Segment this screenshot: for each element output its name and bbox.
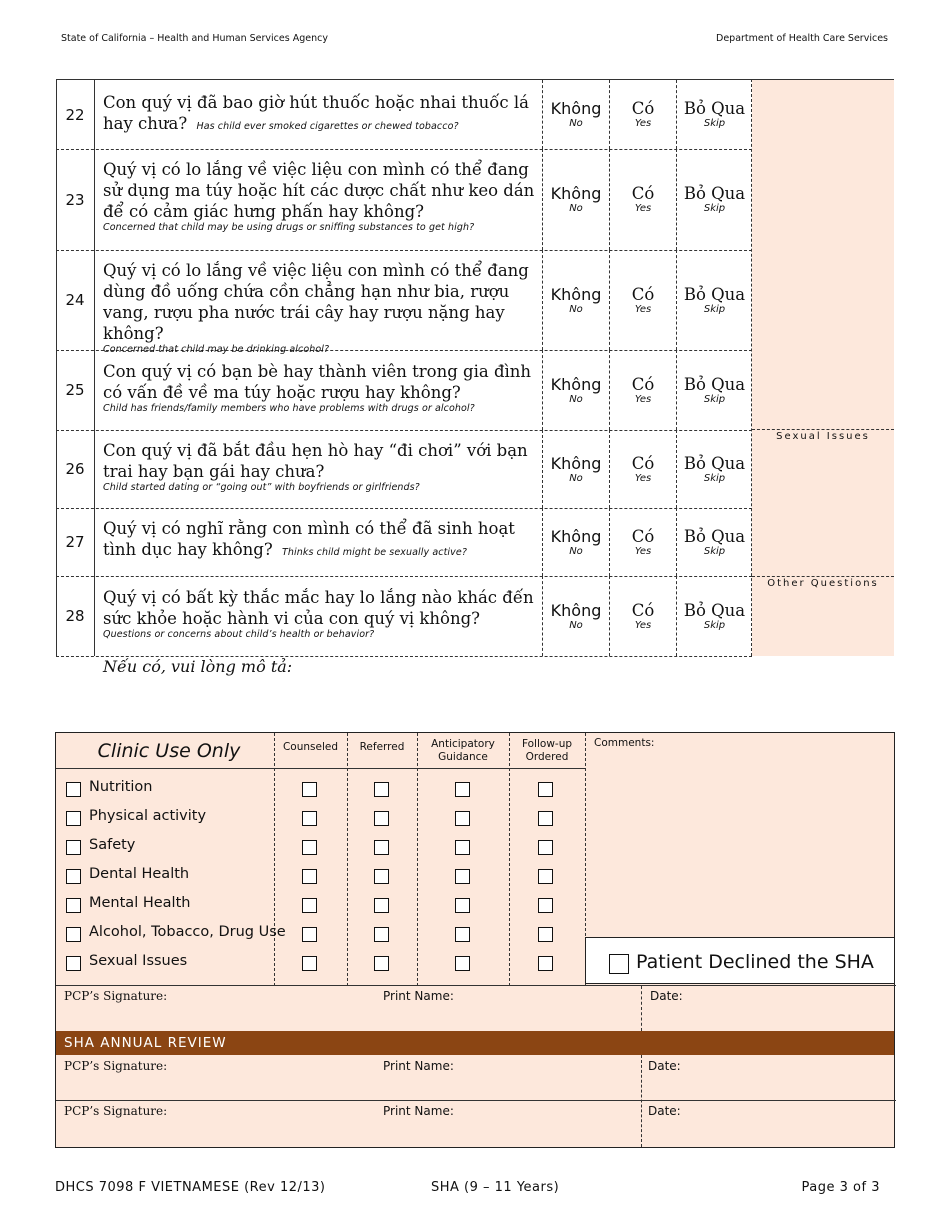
annual-review-title: SHA ANNUAL REVIEW bbox=[64, 1035, 227, 1051]
sig-rule bbox=[56, 985, 896, 986]
question-text-vi: Quý vị có bất kỳ thắc mắc hay lo lắng nào khác đến sức khỏe hoặc hành vi của con quý vị không? bbox=[103, 588, 534, 628]
question-row bbox=[56, 508, 752, 577]
answer-no[interactable] bbox=[542, 350, 609, 430]
answer-no[interactable] bbox=[542, 80, 609, 149]
question-row bbox=[56, 250, 752, 355]
answer-no[interactable] bbox=[542, 149, 609, 250]
pcp-signature-label: PCP’s Signature: bbox=[64, 1059, 168, 1073]
print-name-label: Print Name: bbox=[383, 989, 454, 1003]
question-row bbox=[56, 149, 752, 251]
declined-box bbox=[585, 937, 895, 984]
answer-yes[interactable] bbox=[609, 149, 676, 250]
question-number: 22 bbox=[56, 80, 95, 149]
question-text-en: Thinks child might be sexually active? bbox=[281, 547, 467, 558]
followup-checkbox[interactable] bbox=[538, 782, 553, 797]
declined-label: Patient Declined the SHA bbox=[636, 951, 874, 973]
answer-yes[interactable] bbox=[609, 250, 676, 350]
question-number: 23 bbox=[56, 149, 95, 250]
answer-no-en: No bbox=[569, 203, 583, 214]
sidebar-divider bbox=[752, 429, 894, 430]
counseled-checkbox[interactable] bbox=[302, 840, 317, 855]
answer-skip[interactable] bbox=[676, 80, 752, 149]
question-text bbox=[103, 587, 543, 641]
date-label: Date: bbox=[648, 1059, 681, 1073]
counseled-checkbox[interactable] bbox=[302, 927, 317, 942]
answer-yes-en: Yes bbox=[634, 619, 652, 631]
referred-checkbox[interactable] bbox=[374, 956, 389, 971]
form-title: SHA (9 – 11 Years) bbox=[431, 1180, 560, 1195]
pcp-signature-label: PCP’s Signature: bbox=[64, 1104, 168, 1118]
anticipatory-checkbox[interactable] bbox=[455, 898, 470, 913]
answer-skip-vi: Bỏ Qua bbox=[683, 374, 746, 394]
question-text-en: Child has friends/family members who have problems with drugs or alcohol? bbox=[103, 403, 475, 414]
answer-no[interactable] bbox=[542, 430, 609, 508]
topic-checkbox[interactable] bbox=[66, 898, 81, 913]
answer-no-en: No bbox=[569, 303, 583, 315]
answer-yes-en: Yes bbox=[634, 472, 652, 484]
question-text-en: Child started dating or “going out” with boyfriends or girlfriends? bbox=[103, 482, 420, 493]
topic-label: Alcohol, Tobacco, Drug Use bbox=[89, 924, 286, 940]
col-divider bbox=[509, 733, 510, 986]
answer-skip-vi: Bỏ Qua bbox=[683, 99, 746, 118]
question-text-vi: Quý vị có lo lắng về việc liệu con mình có thể đang dùng đồ uống chứa cồn chẳng hạn như bia, rượu vang, rượu pha nước trái cây hay rượu nặng hay không? bbox=[103, 261, 529, 343]
followup-checkbox[interactable] bbox=[538, 811, 553, 826]
answer-no-vi: Không bbox=[550, 526, 602, 546]
question-number: 28 bbox=[56, 576, 95, 656]
answer-yes-en: Yes bbox=[634, 203, 652, 214]
form-number: DHCS 7098 F VIETNAMESE (Rev 12/13) bbox=[55, 1180, 326, 1195]
anticipatory-checkbox[interactable] bbox=[455, 782, 470, 797]
date-label: Date: bbox=[648, 1104, 681, 1118]
answer-yes[interactable] bbox=[609, 576, 676, 656]
department-header: Department of Health Care Services bbox=[716, 33, 888, 44]
answer-yes[interactable] bbox=[609, 80, 676, 149]
question-row bbox=[56, 430, 752, 509]
answer-skip[interactable] bbox=[676, 430, 752, 508]
question-text bbox=[103, 440, 543, 494]
answer-yes-vi: Có bbox=[631, 600, 655, 620]
question-number: 27 bbox=[56, 508, 95, 576]
answer-yes-vi: Có bbox=[631, 526, 655, 546]
answer-skip-en: Skip bbox=[703, 393, 726, 405]
topic-checkbox[interactable] bbox=[66, 840, 81, 855]
topic-checkbox[interactable] bbox=[66, 927, 81, 942]
col-divider bbox=[347, 733, 348, 986]
answer-no-vi: Không bbox=[550, 184, 602, 203]
answer-skip-vi: Bỏ Qua bbox=[683, 184, 746, 203]
question-row bbox=[56, 350, 752, 431]
answer-skip[interactable] bbox=[676, 576, 752, 656]
referred-checkbox[interactable] bbox=[374, 811, 389, 826]
clinic-use-box bbox=[55, 732, 895, 1148]
followup-checkbox[interactable] bbox=[538, 840, 553, 855]
answer-no[interactable] bbox=[542, 508, 609, 576]
annual-review-banner bbox=[56, 1031, 894, 1055]
topic-label: Nutrition bbox=[89, 779, 153, 795]
question-text-vi: Con quý vị đã bao giờ hút thuốc hoặc nhai thuốc lá hay chưa? bbox=[103, 93, 529, 133]
referred-checkbox[interactable] bbox=[374, 782, 389, 797]
anticipatory-checkbox[interactable] bbox=[455, 811, 470, 826]
question-row bbox=[56, 576, 752, 657]
followup-checkbox[interactable] bbox=[538, 956, 553, 971]
anticipatory-checkbox[interactable] bbox=[455, 869, 470, 884]
answer-no[interactable] bbox=[542, 576, 609, 656]
answer-no-en: No bbox=[569, 472, 583, 484]
comments-label: Comments: bbox=[594, 737, 655, 749]
referred-checkbox[interactable] bbox=[374, 869, 389, 884]
agency-header: State of California – Health and Human Services Agency bbox=[61, 33, 328, 44]
section-label-sexual-issues: Sexual Issues bbox=[776, 431, 870, 442]
question-text bbox=[103, 159, 543, 234]
referred-checkbox[interactable] bbox=[374, 840, 389, 855]
print-name-label: Print Name: bbox=[383, 1059, 454, 1073]
anticipatory-checkbox[interactable] bbox=[455, 840, 470, 855]
question-text-en: Questions or concerns about child’s health or behavior? bbox=[103, 629, 375, 640]
answer-no-en: No bbox=[569, 619, 583, 631]
answer-yes[interactable] bbox=[609, 350, 676, 430]
question-text-en: Has child ever smoked cigarettes or chewed tobacco? bbox=[196, 121, 459, 132]
counseled-checkbox[interactable] bbox=[302, 956, 317, 971]
counseled-checkbox[interactable] bbox=[302, 782, 317, 797]
col-counseled: Counseled bbox=[282, 741, 339, 753]
referred-checkbox[interactable] bbox=[374, 898, 389, 913]
print-name-label: Print Name: bbox=[383, 1104, 454, 1118]
answer-no-vi: Không bbox=[550, 284, 602, 304]
col-followup-ordered: Follow-up Ordered bbox=[521, 738, 573, 763]
counseled-checkbox[interactable] bbox=[302, 811, 317, 826]
answer-yes-vi: Có bbox=[631, 284, 655, 304]
answer-skip-vi: Bỏ Qua bbox=[683, 526, 746, 546]
topic-label: Sexual Issues bbox=[89, 953, 188, 969]
counseled-checkbox[interactable] bbox=[302, 869, 317, 884]
date-divider bbox=[641, 986, 642, 1031]
answer-no-en: No bbox=[569, 118, 583, 129]
topic-label: Physical activity bbox=[89, 808, 207, 824]
date-divider bbox=[641, 1055, 642, 1147]
answer-yes-en: Yes bbox=[634, 118, 652, 129]
question-row bbox=[56, 80, 752, 150]
answer-no-en: No bbox=[569, 393, 583, 405]
followup-checkbox[interactable] bbox=[538, 927, 553, 942]
declined-checkbox[interactable] bbox=[609, 954, 629, 974]
section-sidebar bbox=[752, 80, 894, 656]
answer-yes-en: Yes bbox=[634, 393, 652, 405]
question-text-vi: Quý vị có lo lắng về việc liệu con mình có thể đang sử dụng ma túy hoặc hít các dược chất như keo dán để có cảm giác hưng phấn hay không? bbox=[103, 160, 535, 221]
anticipatory-checkbox[interactable] bbox=[455, 956, 470, 971]
answer-skip[interactable] bbox=[676, 149, 752, 250]
answer-skip[interactable] bbox=[676, 250, 752, 350]
question-text-en: Concerned that child may be using drugs or sniffing substances to get high? bbox=[103, 222, 475, 233]
referred-checkbox[interactable] bbox=[374, 927, 389, 942]
answer-yes-vi: Có bbox=[631, 374, 655, 394]
col-divider bbox=[274, 733, 275, 986]
anticipatory-checkbox[interactable] bbox=[455, 927, 470, 942]
answer-skip-en: Skip bbox=[703, 118, 726, 129]
answer-skip-vi: Bỏ Qua bbox=[683, 453, 746, 473]
header-rule bbox=[56, 768, 585, 769]
question-number: 25 bbox=[56, 350, 95, 430]
question-number: 24 bbox=[56, 250, 95, 350]
sidebar-divider bbox=[752, 576, 894, 577]
col-referred: Referred bbox=[359, 741, 405, 753]
answer-skip-en: Skip bbox=[703, 303, 726, 315]
question-text bbox=[103, 92, 543, 137]
answer-skip-vi: Bỏ Qua bbox=[683, 284, 746, 304]
clinic-title: Clinic Use Only bbox=[97, 740, 241, 762]
answer-no-en: No bbox=[569, 545, 583, 557]
date-label: Date: bbox=[650, 989, 683, 1003]
question-number: 26 bbox=[56, 430, 95, 508]
answer-no-vi: Không bbox=[550, 99, 602, 118]
answer-yes-vi: Có bbox=[631, 184, 655, 203]
answer-skip-en: Skip bbox=[703, 472, 726, 484]
answer-yes-en: Yes bbox=[634, 545, 652, 557]
topic-label: Dental Health bbox=[89, 866, 190, 882]
question-text-vi: Con quý vị đã bắt đầu hẹn hò hay “đi chơi” với bạn trai hay bạn gái hay chưa? bbox=[103, 441, 528, 481]
answer-yes-en: Yes bbox=[634, 303, 652, 315]
question-table bbox=[56, 79, 894, 656]
answer-skip-vi: Bỏ Qua bbox=[683, 600, 746, 620]
question-text-vi: Quý vị có nghĩ rằng con mình có thể đã sinh hoạt tình dục hay không? bbox=[103, 519, 515, 559]
followup-checkbox[interactable] bbox=[538, 898, 553, 913]
topic-label: Mental Health bbox=[89, 895, 191, 911]
question-text bbox=[103, 361, 543, 415]
followup-checkbox[interactable] bbox=[538, 869, 553, 884]
answer-skip-en: Skip bbox=[703, 203, 726, 214]
answer-no[interactable] bbox=[542, 250, 609, 350]
pcp-signature-label: PCP’s Signature: bbox=[64, 989, 168, 1003]
sig-rule bbox=[56, 1100, 896, 1101]
answer-skip-en: Skip bbox=[703, 619, 726, 631]
question-text-vi: Con quý vị có bạn bè hay thành viên trong gia đình có vấn đề về ma túy hoặc rượu hay không? bbox=[103, 362, 532, 402]
col-anticipatory-guidance: Anticipatory Guidance bbox=[431, 738, 495, 763]
question-text-en: Concerned that child may be drinking alcohol? bbox=[103, 344, 330, 355]
answer-no-vi: Không bbox=[550, 453, 602, 473]
answer-skip[interactable] bbox=[676, 508, 752, 576]
answer-no-vi: Không bbox=[550, 600, 602, 620]
question-text bbox=[103, 260, 543, 356]
section-label-other-questions: Other Questions bbox=[767, 578, 879, 589]
answer-skip[interactable] bbox=[676, 350, 752, 430]
question-text bbox=[103, 518, 543, 563]
topic-checkbox[interactable] bbox=[66, 782, 81, 797]
describe-prompt: Nếu có, vui lòng mô tả: bbox=[103, 657, 293, 676]
answer-yes[interactable] bbox=[609, 430, 676, 508]
answer-yes-vi: Có bbox=[631, 453, 655, 473]
answer-yes[interactable] bbox=[609, 508, 676, 576]
answer-skip-en: Skip bbox=[703, 545, 726, 557]
topic-label: Safety bbox=[89, 837, 136, 853]
answer-yes-vi: Có bbox=[631, 99, 655, 118]
col-divider bbox=[417, 733, 418, 986]
topic-checkbox[interactable] bbox=[66, 811, 81, 826]
topic-checkbox[interactable] bbox=[66, 956, 81, 971]
topic-checkbox[interactable] bbox=[66, 869, 81, 884]
answer-no-vi: Không bbox=[550, 374, 602, 394]
counseled-checkbox[interactable] bbox=[302, 898, 317, 913]
page-number: Page 3 of 3 bbox=[801, 1180, 880, 1195]
